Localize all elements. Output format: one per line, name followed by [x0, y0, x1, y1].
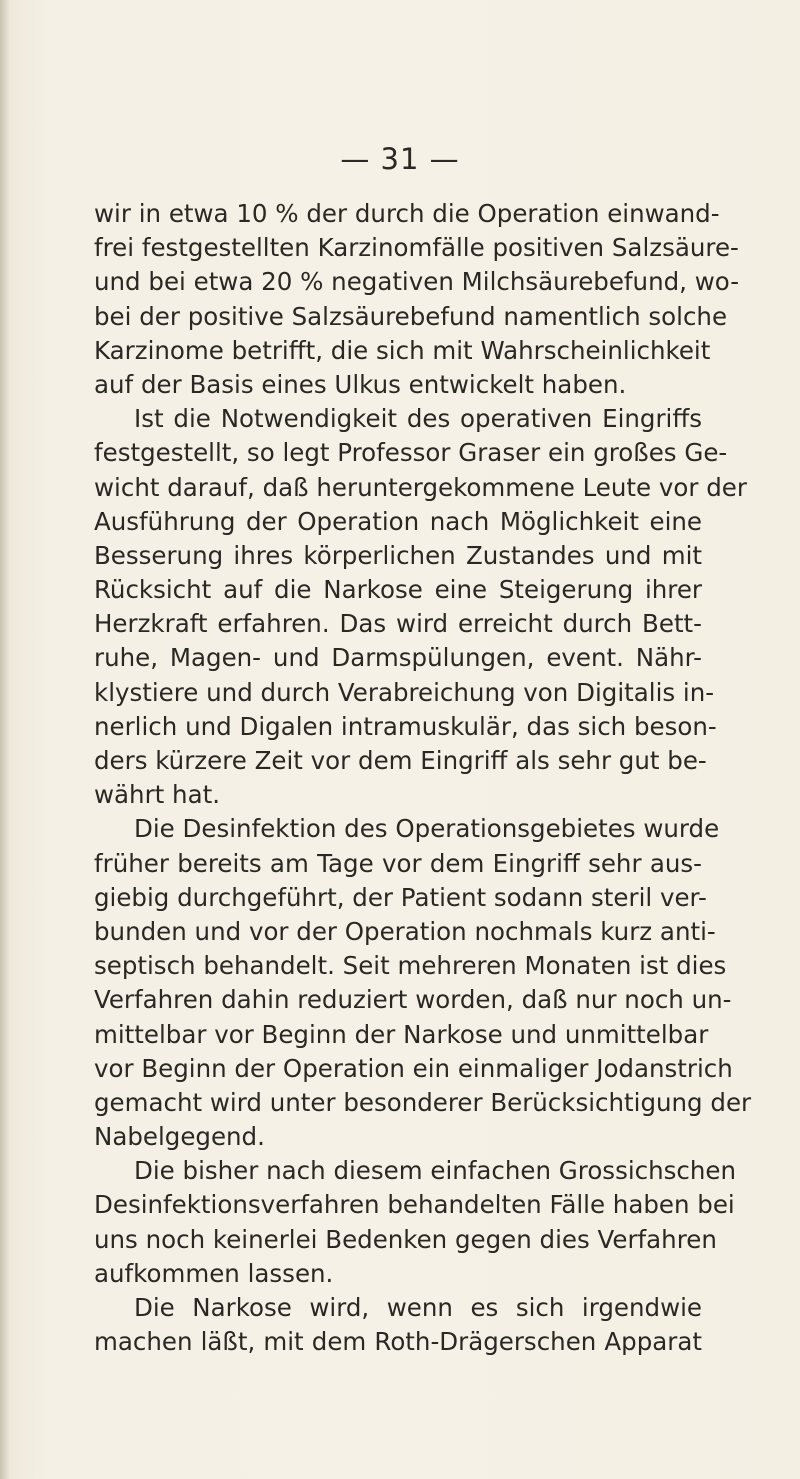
page-number: — 31 —	[340, 142, 460, 176]
text-line: Verfahren dahin reduziert worden, daß nur noch un-	[94, 985, 732, 1015]
text-line: Herzkraft erfahren. Das wird erreicht durch Bett-	[94, 609, 702, 639]
text-line: aufkommen lassen.	[94, 1258, 334, 1288]
text-line: giebig durchgeführt, der Patient sodann steril ver-	[94, 882, 707, 912]
text-line: wir in etwa 10 % der durch die Operation einwand-	[94, 199, 720, 228]
text-line: mittelbar vor Beginn der Narkose und unmittelbar	[94, 1019, 709, 1049]
text-line: Ausführung der Operation nach Möglichkeit eine	[94, 506, 702, 536]
binding-shadow	[0, 0, 10, 1479]
text-line: Ist die Notwendigkeit des operativen Eingriffs	[134, 404, 702, 434]
text-line: Desinfektionsverfahren behandelten Fälle haben bei	[94, 1190, 735, 1220]
text-line: bunden und vor der Operation nochmals kurz anti-	[94, 916, 716, 946]
text-line: septisch behandelt. Seit mehreren Monaten ist dies	[94, 951, 727, 981]
text-line: ruhe, Magen- und Darmspülungen, event. Nähr-	[94, 643, 702, 673]
text-line: machen läßt, mit dem Roth-Drägerschen Apparat	[94, 1327, 702, 1357]
text-line: früher bereits am Tage vor dem Eingriff sehr aus-	[94, 848, 702, 878]
text-line: auf der Basis eines Ulkus entwickelt haben.	[94, 369, 627, 399]
text-line: bei der positive Salzsäurebefund namentlich solche	[94, 301, 728, 331]
text-line: Die Desinfektion des Operationsgebietes wurde	[134, 814, 720, 844]
text-line: nerlich und Digalen intramuskulär, das sich beson-	[94, 711, 717, 741]
text-line: und bei etwa 20 % negativen Milchsäurebefund, wo-	[94, 267, 740, 297]
text-line: Besserung ihres körperlichen Zustandes und mit	[94, 540, 702, 570]
text-line: uns noch keinerlei Bedenken gegen dies Verfahren	[94, 1224, 717, 1254]
text-line: Die bisher nach diesem einfachen Grossichschen	[134, 1156, 737, 1186]
text-line: währt hat.	[94, 780, 220, 810]
text-line: Nabelgegend.	[94, 1122, 265, 1152]
text-line: Rücksicht auf die Narkose eine Steigerung ihrer	[94, 575, 702, 605]
text-line: Die Narkose wird, wenn es sich irgendwie	[134, 1293, 702, 1322]
text-line: Karzinome betrifft, die sich mit Wahrscheinlichkeit	[94, 335, 711, 365]
body-text	[94, 197, 752, 1359]
text-line: frei festgestellten Karzinomfälle positiven Salzsäure-	[94, 233, 739, 263]
text-line: ders kürzere Zeit vor dem Eingriff als sehr gut be-	[94, 746, 707, 775]
text-line: klystiere und durch Verabreichung von Digitalis in-	[94, 677, 715, 707]
text-line: gemacht wird unter besonderer Berücksichtigung der	[94, 1087, 752, 1117]
text-line: festgestellt, so legt Professor Graser ein großes Ge-	[94, 438, 728, 468]
text-line: vor Beginn der Operation ein einmaliger Jodanstrich	[94, 1053, 733, 1083]
text-line: wicht darauf, daß heruntergekommene Leute vor der	[94, 472, 747, 502]
